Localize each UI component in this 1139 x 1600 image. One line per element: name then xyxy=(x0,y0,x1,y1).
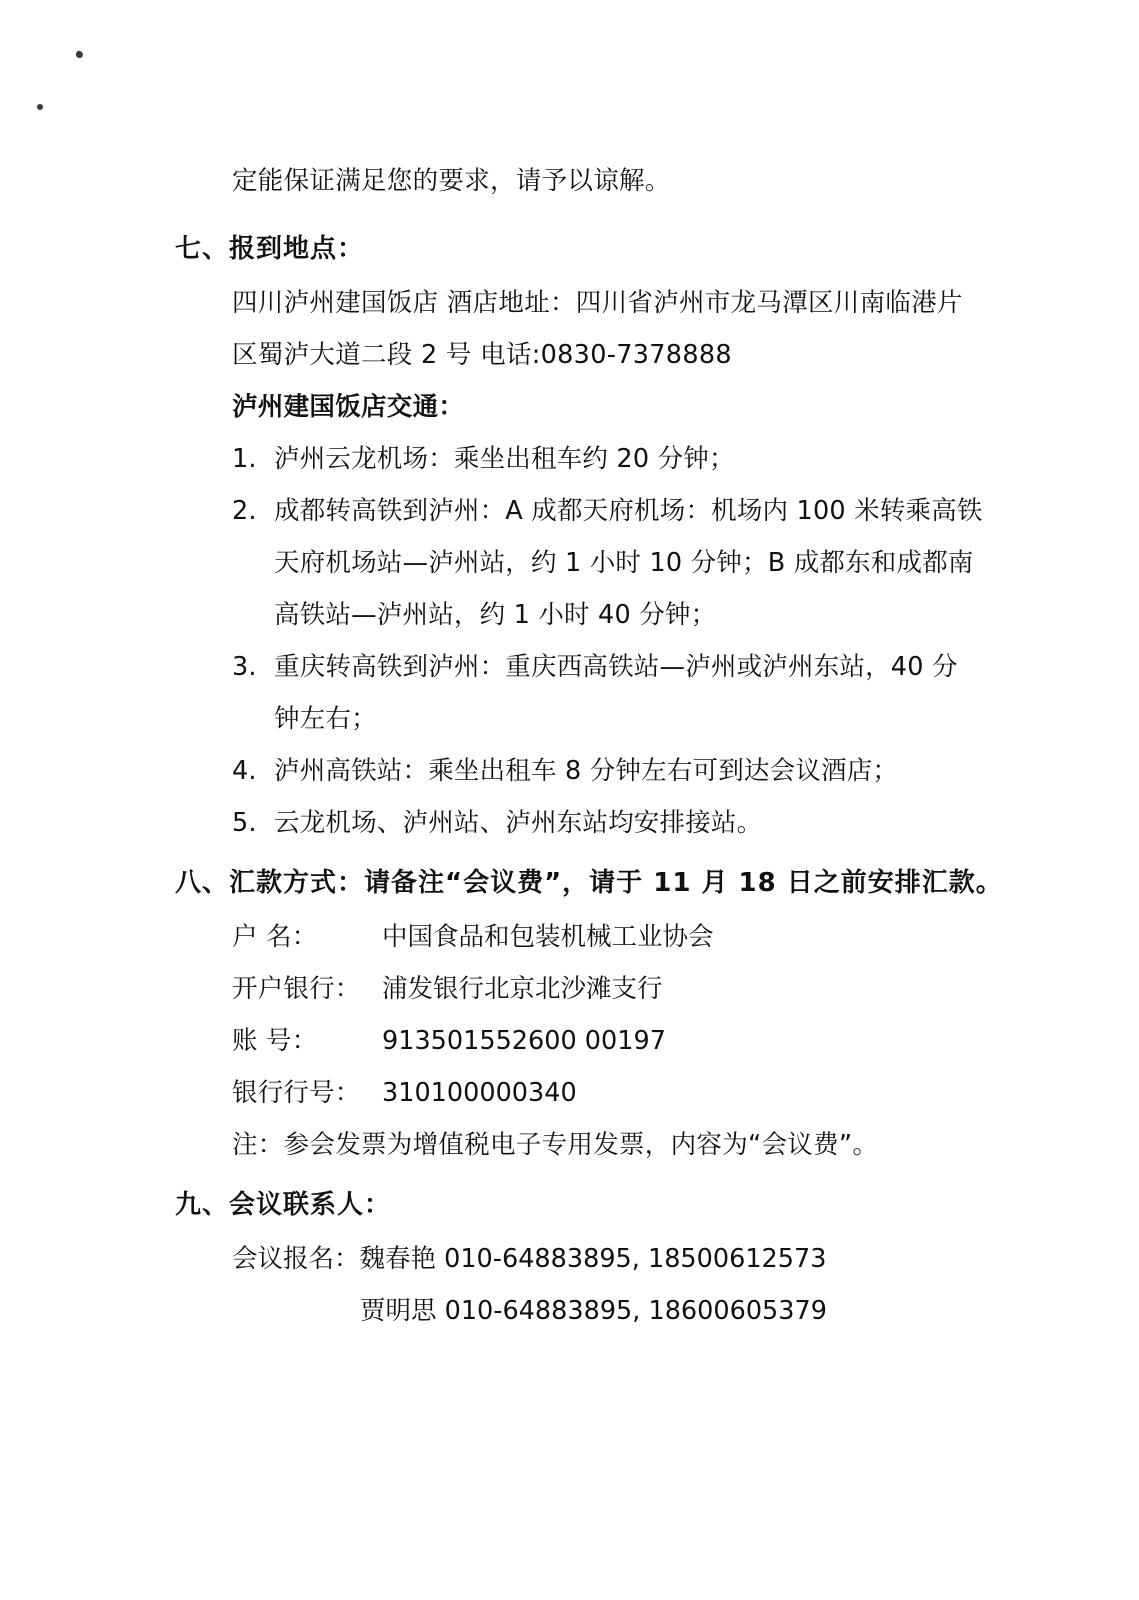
bank-row-label: 开户银行： xyxy=(232,974,361,1004)
list-item xyxy=(232,745,1139,797)
list-item-text xyxy=(274,797,1024,849)
section-8-heading: 八、汇款方式：请备注“会议费”，请于 11 月 18 日之前安排汇款。 xyxy=(175,868,1003,898)
list-line: 云龙机场、泸州站、泸州东站均安排接站。 xyxy=(274,808,763,838)
bank-row-value: 浦发银行北京北沙滩支行 xyxy=(382,974,663,1004)
bank-row-account-number xyxy=(232,1015,1139,1067)
list-line: 泸州高铁站：乘坐出租车 8 分钟左右可到达会议酒店； xyxy=(274,756,899,786)
hotel-address-line-1: 四川泸州建国饭店 酒店地址：四川省泸州市龙马潭区川南临港片 xyxy=(232,288,963,318)
contact-line-primary: 会议报名：魏春艳 010-64883895, 18500612573 xyxy=(232,1244,827,1274)
bank-row-label: 银行行号： xyxy=(232,1078,361,1108)
list-item-text xyxy=(274,485,1024,641)
list-item-text xyxy=(274,745,1024,797)
section-9-heading: 九、会议联系人： xyxy=(175,1190,392,1220)
bank-row-value: 913501552600 00197 xyxy=(382,1026,666,1056)
list-line: 高铁站—泸州站，约 1 小时 40 分钟； xyxy=(274,600,717,630)
bank-row-value: 中国食品和包装机械工业协会 xyxy=(382,922,714,952)
list-item-number: 3. xyxy=(232,652,257,682)
list-item-number: 2. xyxy=(232,496,257,526)
bank-row-label: 户 名： xyxy=(232,922,318,952)
bank-row-label: 账 号： xyxy=(232,1026,318,1056)
list-line: 成都转高铁到泸州：A 成都天府机场：机场内 100 米转乘高铁 xyxy=(274,496,983,526)
list-item xyxy=(232,797,1139,849)
list-item xyxy=(232,433,1139,485)
bank-row-account-name xyxy=(232,911,1139,963)
list-line: 重庆转高铁到泸州：重庆西高铁站—泸州或泸州东站，40 分 xyxy=(274,652,958,682)
list-item xyxy=(232,485,1139,641)
list-item-number: 1. xyxy=(232,444,257,474)
list-item xyxy=(232,641,1139,745)
transport-subheading: 泸州建国饭店交通： xyxy=(232,392,465,422)
list-line: 泸州云龙机场：乘坐出租车约 20 分钟； xyxy=(274,444,735,474)
list-item-number: 5. xyxy=(232,808,257,838)
continuation-paragraph: 定能保证满足您的要求，请予以谅解。 xyxy=(232,166,671,196)
list-line: 钟左右； xyxy=(274,704,377,734)
list-line: 天府机场站—泸州站，约 1 小时 10 分钟；B 成都东和成都南 xyxy=(274,548,974,578)
transport-list xyxy=(0,433,1139,849)
list-item-number: 4. xyxy=(232,756,257,786)
list-item-text xyxy=(274,433,1024,485)
invoice-note: 注：参会发票为增值税电子专用发票，内容为“会议费”。 xyxy=(232,1130,879,1160)
list-item-text xyxy=(274,641,1024,745)
bank-row-value: 310100000340 xyxy=(382,1078,577,1108)
hotel-address-line-2: 区蜀泸大道二段 2 号 电话:0830-7378888 xyxy=(232,340,732,370)
bank-row-bank-code xyxy=(232,1067,1139,1119)
contact-line-secondary: 贾明思 010-64883895, 18600605379 xyxy=(360,1296,827,1326)
bank-row-bank xyxy=(232,963,1139,1015)
section-7-heading: 七、报到地点： xyxy=(175,234,365,264)
